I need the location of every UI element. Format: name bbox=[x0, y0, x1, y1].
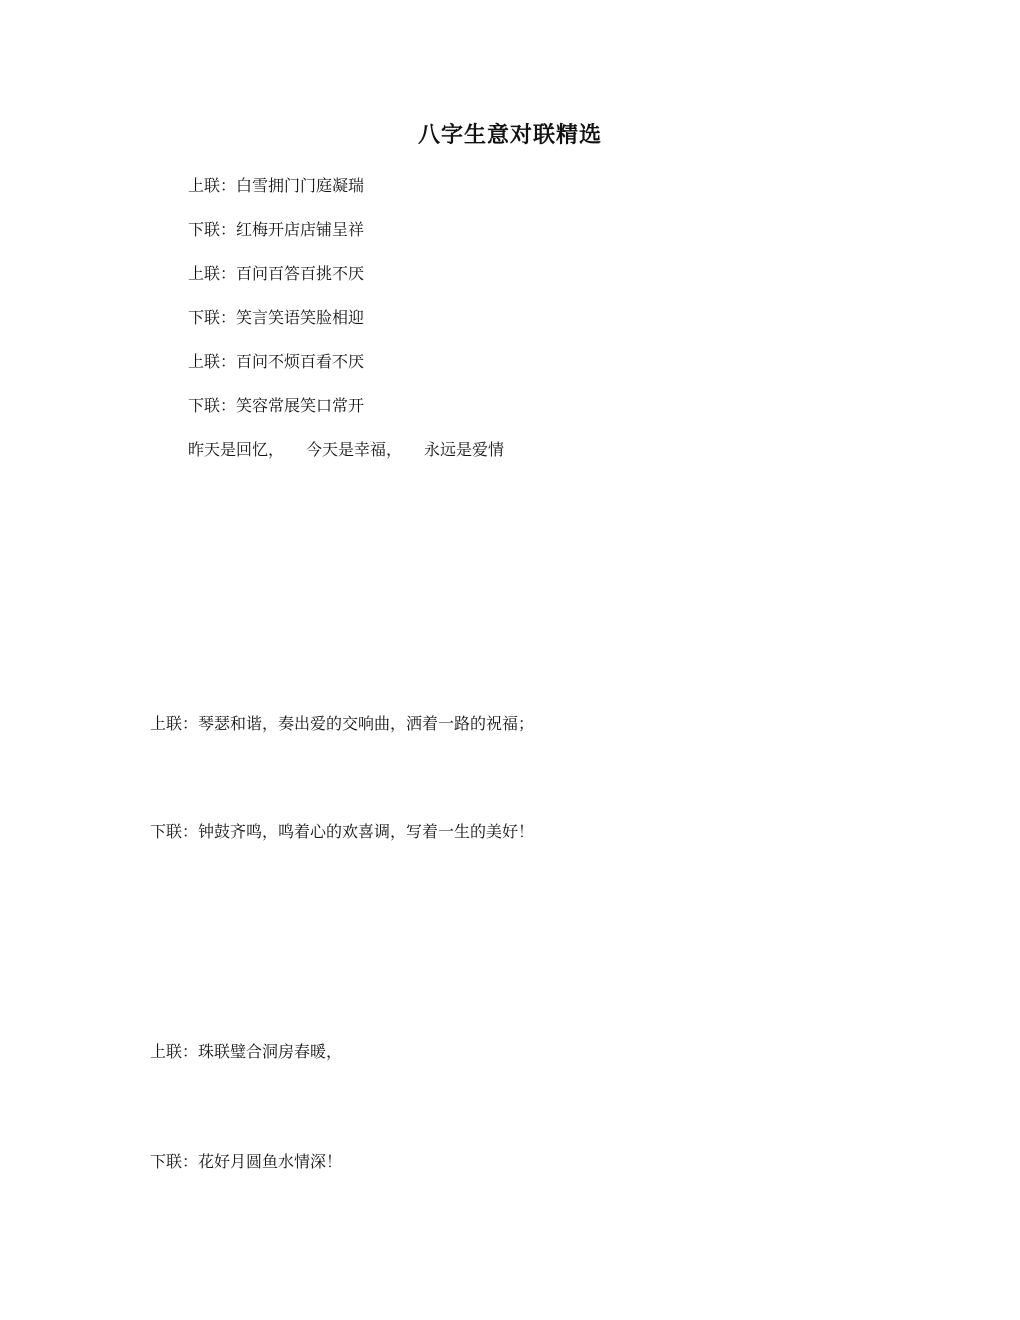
document-title: 八字生意对联精选 bbox=[417, 122, 602, 148]
closing-line bbox=[188, 439, 504, 461]
couplet-line: 上联：珠联璧合洞房春暖， bbox=[150, 1042, 343, 1061]
couplet-line: 下联：花好月圆鱼水情深！ bbox=[150, 1152, 343, 1171]
closing-part-1: 昨天是回忆， bbox=[188, 440, 285, 459]
couplet-line: 上联：琴瑟和谐，奏出爱的交响曲，洒着一路的祝福； bbox=[150, 714, 535, 733]
couplet-line: 上联：百问百答百挑不厌 bbox=[188, 264, 365, 283]
couplet-line: 下联：笑言笑语笑脸相迎 bbox=[188, 308, 365, 327]
closing-part-2: 今天是幸福， bbox=[306, 440, 403, 459]
couplet-line: 下联：笑容常展笑口常开 bbox=[188, 396, 365, 415]
couplet-line: 上联：百问不烦百看不厌 bbox=[188, 352, 365, 371]
couplet-line: 上联：白雪拥门门庭凝瑞 bbox=[188, 176, 365, 195]
couplet-line: 下联：钟鼓齐鸣，鸣着心的欢喜调，写着一生的美好！ bbox=[150, 822, 535, 841]
closing-part-3: 永远是爱情 bbox=[424, 440, 505, 459]
couplet-line: 下联：红梅开店店铺呈祥 bbox=[188, 220, 365, 239]
